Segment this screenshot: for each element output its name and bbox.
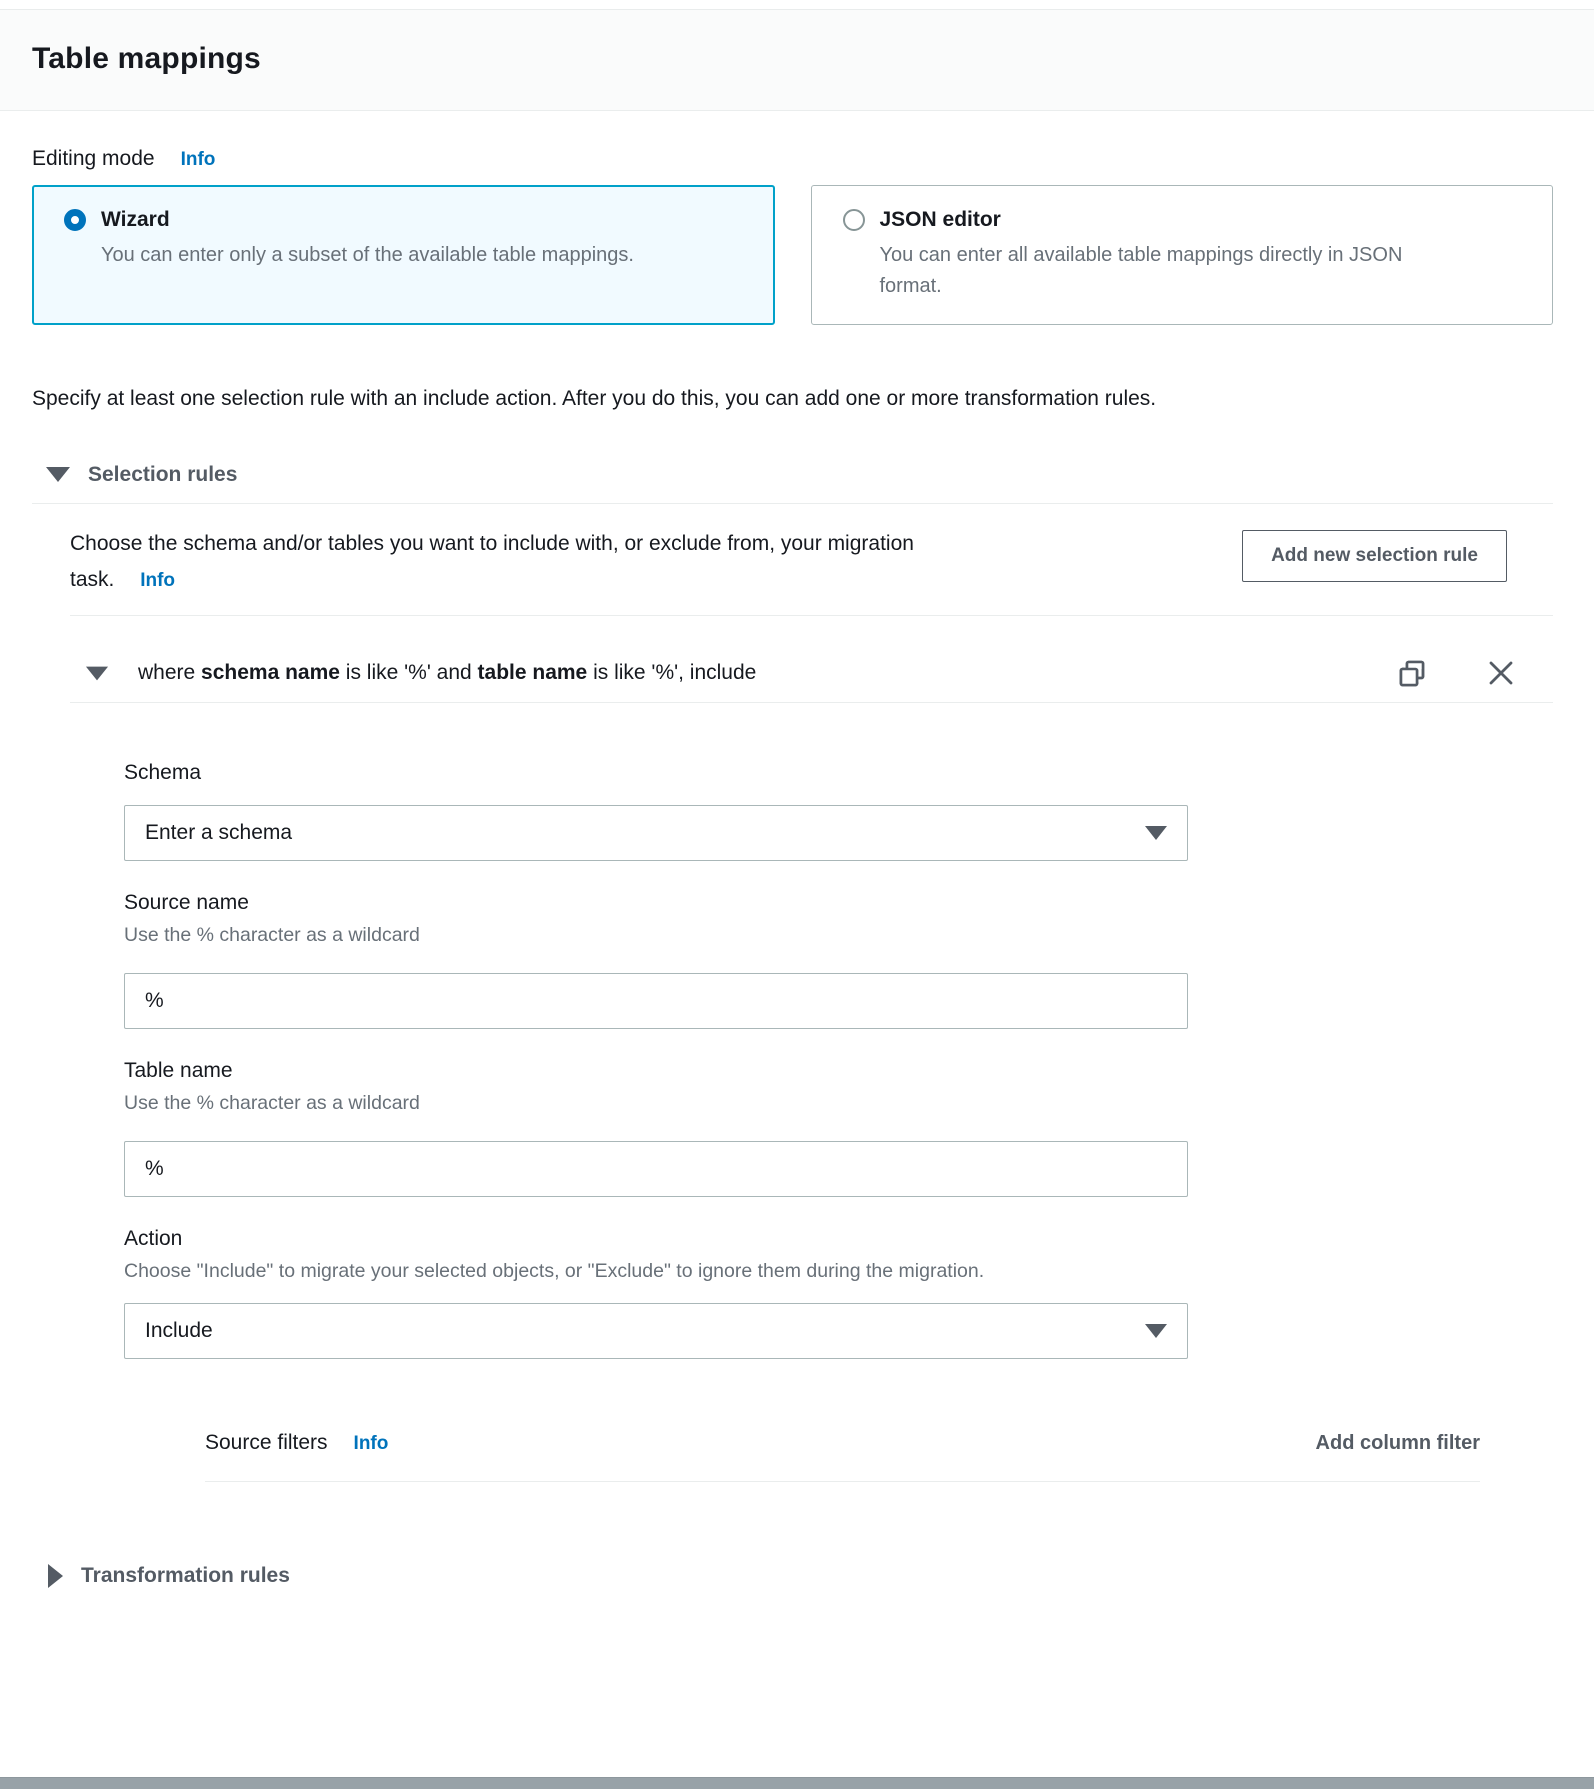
source-filters-info-link[interactable]: Info <box>353 1433 389 1455</box>
radio-selected-icon[interactable] <box>64 209 86 231</box>
divider <box>70 702 1553 703</box>
selection-rules-description <box>70 526 955 597</box>
selection-rules-title: Selection rules <box>88 462 238 486</box>
action-label: Action <box>124 1227 183 1251</box>
source-filters-row <box>205 1431 1480 1455</box>
selection-rules-description-row <box>70 526 1553 597</box>
remove-rule-icon[interactable] <box>1487 659 1515 687</box>
tile-json-editor-title: JSON editor <box>879 208 1001 231</box>
chevron-down-icon <box>1145 826 1167 840</box>
tile-json-editor-head <box>843 208 1529 232</box>
selection-rules-body <box>32 526 1553 1482</box>
intro-text: Specify at least one selection rule with an include action. After you do this, you can add one or more transformation rules. <box>32 387 1157 410</box>
divider <box>205 1481 1480 1482</box>
page-title: Table mappings <box>32 42 261 75</box>
transformation-rules-header[interactable] <box>48 1564 1553 1588</box>
radio-unselected-icon[interactable] <box>843 209 865 231</box>
action-hint: Choose "Include" to migrate your selected objects, or "Exclude" to ignore them during the migration. <box>124 1260 985 1283</box>
action-field-group <box>124 1227 1188 1359</box>
selection-rule-row <box>70 658 1553 688</box>
table-name-hint: Use the % character as a wildcard <box>124 1092 420 1115</box>
tile-wizard-head <box>64 208 750 232</box>
selection-rules-header[interactable] <box>46 463 1553 487</box>
rule-form <box>124 761 1188 1359</box>
rule-summary-suffix: is like '%', include <box>587 661 757 685</box>
schema-field-group <box>124 761 1188 861</box>
chevron-down-icon <box>1145 1324 1167 1338</box>
schema-select-value: Enter a schema <box>145 821 293 845</box>
rule-actions <box>1397 658 1515 688</box>
transformation-rules-title: Transformation rules <box>81 1564 290 1588</box>
source-name-input[interactable] <box>124 973 1188 1029</box>
source-name-label: Source name <box>124 891 249 915</box>
rule-summary-schema-term: schema name <box>201 661 340 685</box>
main-content <box>0 147 1594 1588</box>
table-name-field-group <box>124 1059 1188 1197</box>
page-header <box>0 9 1594 111</box>
tile-json-editor[interactable] <box>811 185 1554 325</box>
rule-summary-table-term: table name <box>477 661 588 685</box>
rule-summary-prefix: where <box>138 661 202 685</box>
editing-mode-label: Editing mode <box>32 147 155 170</box>
source-name-hint: Use the % character as a wildcard <box>124 924 420 947</box>
chevron-down-icon <box>46 467 70 482</box>
table-name-label: Table name <box>124 1059 233 1083</box>
schema-label: Schema <box>124 761 202 785</box>
tile-json-editor-description: You can enter all available table mappings directly in JSON format. <box>879 244 1403 297</box>
editing-mode-row <box>32 147 1553 171</box>
tile-wizard-description: You can enter only a subset of the available table mappings. <box>101 244 634 266</box>
table-name-input[interactable] <box>124 1141 1188 1197</box>
selection-rules-info-link[interactable]: Info <box>140 569 176 591</box>
chevron-right-icon <box>48 1564 63 1588</box>
add-column-filter-button[interactable]: Add column filter <box>1315 1432 1480 1455</box>
schema-select[interactable] <box>124 805 1188 861</box>
source-name-field-group <box>124 891 1188 1029</box>
action-select[interactable] <box>124 1303 1188 1359</box>
copy-rule-icon[interactable] <box>1397 658 1427 688</box>
divider <box>70 615 1553 616</box>
selection-rules-description-text: Choose the schema and/or tables you want to include with, or exclude from, your migration task. <box>70 531 914 591</box>
editing-mode-tiles <box>32 185 1553 325</box>
editing-mode-info-link[interactable]: Info <box>180 149 216 170</box>
rule-summary-mid: is like '%' and <box>339 661 478 685</box>
chevron-down-icon[interactable] <box>86 666 108 680</box>
action-select-value: Include <box>145 1319 213 1343</box>
tile-wizard-title: Wizard <box>101 208 170 231</box>
tile-wizard[interactable] <box>32 185 775 325</box>
divider <box>32 503 1553 504</box>
add-selection-rule-button[interactable]: Add new selection rule <box>1242 530 1507 582</box>
bottom-scrollbar-track[interactable] <box>0 1777 1594 1789</box>
source-filters-label: Source filters <box>205 1431 328 1455</box>
rule-summary <box>138 661 756 685</box>
table-mappings-page <box>0 9 1594 1789</box>
